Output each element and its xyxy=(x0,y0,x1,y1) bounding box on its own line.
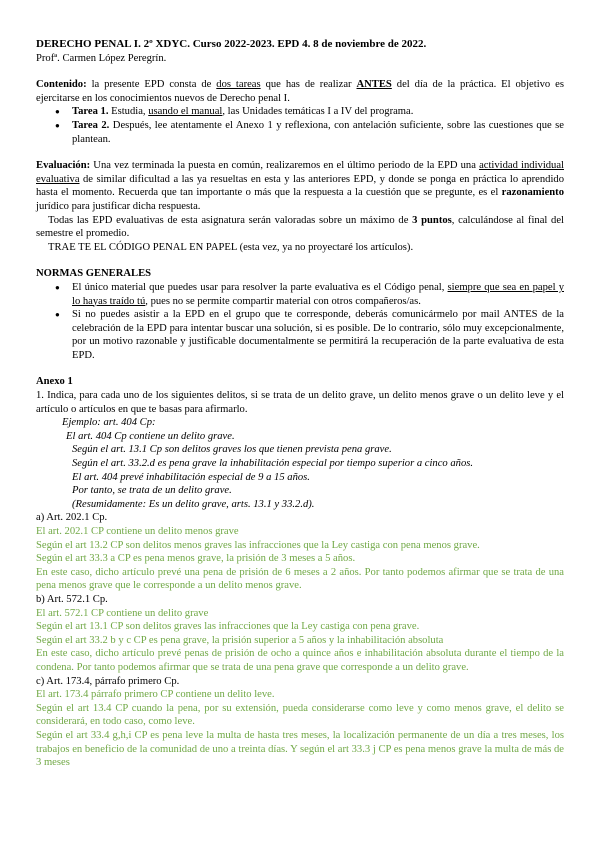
contenido-paragraph: Contenido: la presente EPD consta de dos tareas que has de realizar ANTES del día de la práctica. El objetivo es ejercitarse en los conocimientos nuevos de Derecho penal I. xyxy=(36,79,564,104)
example-line: (Resumidamente: Es un delito grave, arts. 13.1 y 33.2.d). xyxy=(72,498,315,510)
answer-line: Según el art 13.1 CP son delitos graves las infracciones que la Ley castiga con pena grave. xyxy=(36,621,420,633)
task-1: ● Tarea 1. Estudia, usando el manual, las Unidades temáticas I a IV del programa. xyxy=(72,105,564,119)
evaluacion-paragraph: Evaluación: Una vez terminada la puesta en común, realizaremos en el último periodo de la EPD una actividad individual evaluativa de similar dificultad a las ya resueltas en esta y las anteriores EPD, y donde se ponga en práctica lo aprendido hasta el momento. Recuerda que tan importante o más que la respuesta a la cuestión que se pregunte, es el razonamiento jurídico para justificar dicha respuesta. xyxy=(36,160,564,212)
contenido-label: Contenido: xyxy=(36,79,87,91)
answer-line: En este caso, dicho artículo prevé una pena de prisión de 6 meses a 2 años. Por tanto podemos afirmar que se trata de una pena menos grave que le corresponde a un delito menos grave. xyxy=(36,566,564,592)
answer-line: El art. 202.1 CP contiene un delito menos grave xyxy=(36,526,239,537)
norma-2: ● Si no puedes asistir a la EPD en el grupo que te corresponde, deberás comunicármelo por mail ANTES de la celebración de la EPD para intentar buscar una solución, si es posible. De lo contrario, sólo muy excepcionalmente, por un motivo razonable y justificable documentalmente se permitirá la recuperación de la parte evaluativa de esta EPD. xyxy=(72,308,564,362)
anexo-intro: 1. Indica, para cada uno de los siguientes delitos, si se trata de un delito grave, un delito menos grave o un delito leve y el artículo o artículos en que te basas para afirmarlo. xyxy=(36,390,564,415)
answer-line: Según el art 13.4 CP cuando la pena, por su extensión, pueda considerarse como leve y como menos grave, el delito se considerará, en todo caso, como leve. xyxy=(36,702,564,728)
question-b-label: b) Art. 572.1 Cp. xyxy=(36,593,108,605)
norma-1: ● El único material que puedes usar para resolver la parte evaluativa es el Código penal, siempre que sea en papel y lo hayas traído tú, pues no se permite compartir material con otros compañeros/as. xyxy=(72,281,564,308)
example-line: El art. 404 Cp contiene un delito grave. xyxy=(66,430,235,442)
example-line: El art. 404 prevé inhabilitación especial de 9 a 15 años. xyxy=(72,471,310,483)
normas-list xyxy=(36,281,564,363)
answer-line: El art. 173.4 párrafo primero CP contiene un delito leve. xyxy=(36,689,275,701)
example-line: Ejemplo: art. 404 Cp: xyxy=(62,417,156,429)
task-2: ● Tarea 2. Después, lee atentamente el Anexo 1 y reflexiona, con antelación suficiente, sobre las cuestiones que se plantean. xyxy=(72,119,564,146)
answer-c xyxy=(36,688,564,770)
example-block xyxy=(36,416,564,511)
answer-line: Según el art 33.2 b y c CP es pena grave, la prisión superior a 5 años y la inhabilitación absoluta xyxy=(36,634,444,646)
normas-title: NORMAS GENERALES xyxy=(36,268,152,280)
answer-line: Según el art 33.4 g,h,i CP es pena leve la multa de hasta tres meses, la localización permanente de un día a tres meses, los trabajos en beneficio de la comunidad de uno a treinta días. Y según el art 33.3 j CP es pena menos grave la multa de más de 3 meses xyxy=(36,729,564,769)
example-line: Según el art. 13.1 Cp son delitos graves los que tienen prevista pena grave. xyxy=(72,444,392,456)
document-title: DERECHO PENAL I. 2º XDYC. Curso 2022-2023. EPD 4. 8 de noviembre de 2022. xyxy=(36,38,427,50)
evaluacion-label: Evaluación: xyxy=(36,160,91,172)
example-line: Por tanto, se trata de un delito grave. xyxy=(72,485,232,497)
answer-line: Según el art 13.2 CP son delitos menos graves las infracciones que la Ley castiga con pena menos grave. xyxy=(36,539,480,551)
example-line: Según el art. 33.2.d es pena grave la inhabilitación especial por tiempo superior a cinco años. xyxy=(72,458,474,470)
answer-line: Según el art 33.3 a CP es pena menos grave, la prisión de 3 meses a 5 años. xyxy=(36,553,356,565)
task-list xyxy=(36,105,564,146)
evaluacion-bring-code: TRAE TE EL CÓDIGO PENAL EN PAPEL (esta vez, ya no proyectaré los artículos). xyxy=(48,241,414,253)
answer-line: En este caso, dicho artículo prevé penas de prisión de ocho a quince años e inhabilitación absoluta durante el tiempo de la condena. Por tanto podemos afirmar que se trata de una pena grave que corresponde a un delito grave. xyxy=(36,648,564,673)
professor-name: Profª. Carmen López Peregrín. xyxy=(36,52,167,64)
question-c-label: c) Art. 173.4, párrafo primero Cp. xyxy=(36,675,180,687)
evaluacion-points: Todas las EPD evaluativas de esta asignatura serán valoradas sobre un máximo de 3 puntos, calculándose al final del semestre el promedio. xyxy=(36,214,564,240)
answer-a xyxy=(36,525,564,593)
answer-b xyxy=(36,607,564,675)
document-page xyxy=(36,38,564,770)
answer-line: El art. 572.1 CP contiene un delito grave xyxy=(36,607,209,619)
question-a-label: a) Art. 202.1 Cp. xyxy=(36,512,108,524)
anexo-title: Anexo 1 xyxy=(36,376,73,388)
